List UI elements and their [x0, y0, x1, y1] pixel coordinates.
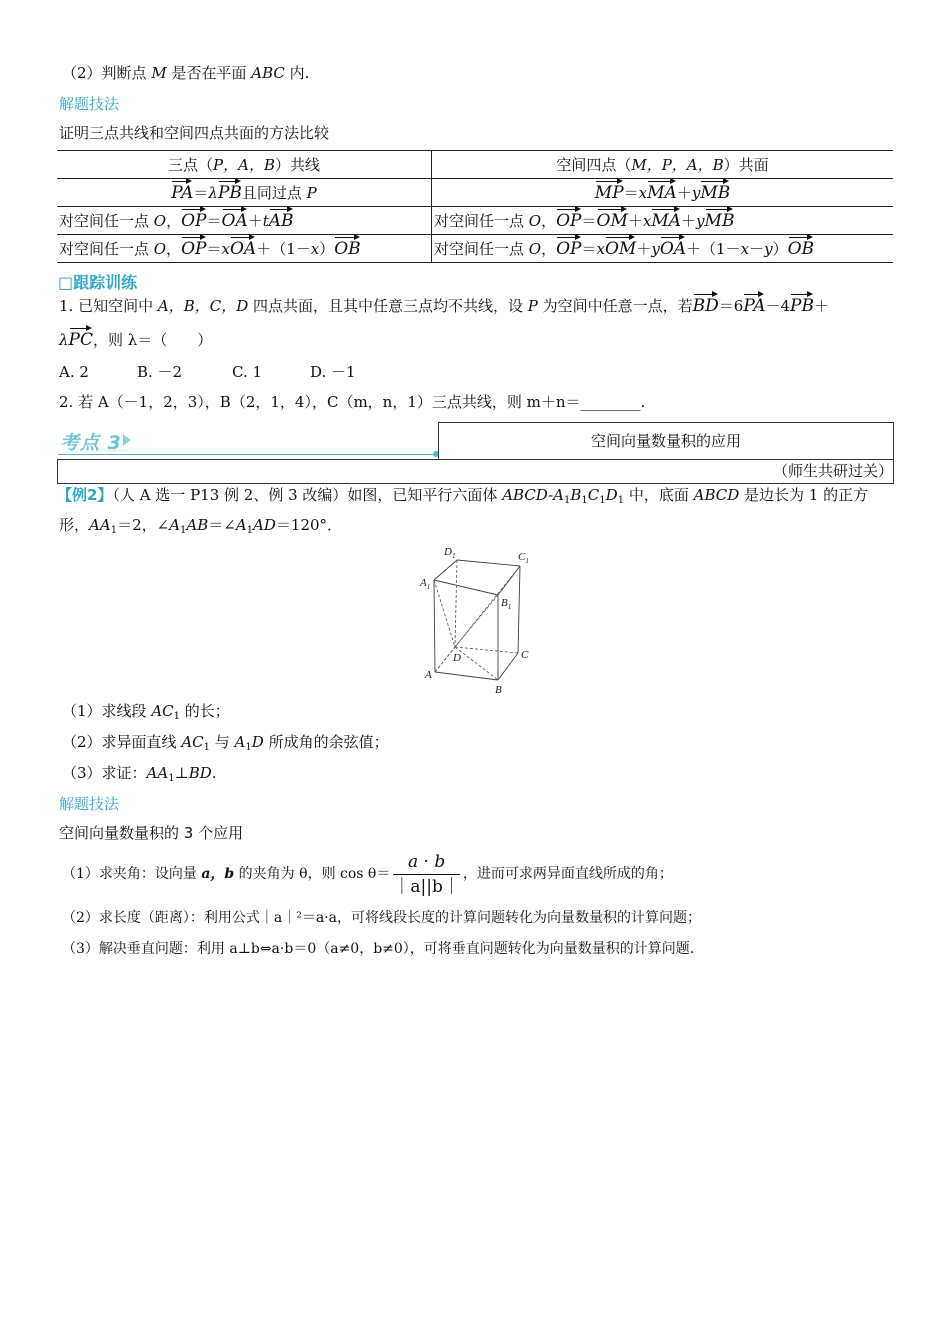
method-label-2: 解题技法: [59, 795, 120, 813]
exercise-2: 2. 若 A（－1，2，3），B（2，1，4），C（m，n，1）三点共线，则 m＋n＝________.: [59, 393, 646, 411]
table-row: 三点（P，A，B）共线 空间四点（M，P，A，B）共面: [57, 151, 893, 179]
edge-cc1: [518, 566, 520, 653]
label-b1: $B_1$: [501, 597, 512, 611]
label-a: A: [425, 669, 432, 681]
question-1: （1）求线段 $AC_1$ 的长；: [62, 702, 230, 722]
option-c: C. 1: [232, 363, 263, 381]
edge-a1d1: [434, 560, 457, 580]
table-row: 对空间任一点 O，OP＝OA＋tAB 对空间任一点 O，OP＝OM＋xMA＋yMB: [57, 207, 893, 235]
option-d: D. －1: [310, 363, 356, 381]
kaodian-label: 考点 3: [60, 432, 122, 454]
diag-ac1: [435, 566, 520, 672]
question-2: （2）求异面直线 $AC_1$ 与 $A_1D$ 所成角的余弦值；: [62, 733, 389, 753]
label-a1: $A_1$: [420, 577, 431, 591]
exercise-1-line-1: 1. 已知空间中 A，B，C，D 四点共面，且其中任意三点均不共线，设 P 为空间中任意一点，若BD＝6PA－4PB＋: [59, 296, 829, 316]
comparison-table: [57, 150, 893, 263]
table-row: 对空间任一点 O，OP＝xOA＋（1－x）OB 对空间任一点 O，OP＝xOM＋yOA＋（1－x－y）OB: [57, 235, 893, 263]
diag-a1d: [434, 580, 455, 647]
application-1: （1）求夹角：设向量 a，b 的夹角为 θ，则 cos θ＝ $\frac{a \cdot b}{|a||b|}$ ，进而可求两异面直线所成的角；: [62, 851, 673, 897]
label-d1: $D_1$: [444, 546, 456, 560]
label-b: B: [495, 684, 502, 696]
application-2: （2）求长度（距离）：利用公式｜a｜²＝a·a，可将线段长度的计算问题转化为向量数量积的计算问题；: [62, 910, 702, 926]
edge-aa1: [434, 580, 435, 672]
apps-title: 空间向量数量积的 3 个应用: [59, 824, 244, 842]
edge-d1c1: [457, 560, 520, 566]
exercise-1-line-2: λPC，则 λ＝（ ）: [59, 330, 213, 350]
cos-fraction: $\frac{a \cdot b}{|a||b|}$: [393, 851, 460, 897]
question-3: （3）求证：$AA_1\perp BD$.: [62, 764, 217, 784]
option-b: B. －2: [137, 363, 183, 381]
kaodian-note-row: [57, 459, 894, 484]
edge-a1b1: [434, 580, 498, 595]
label-c: C: [521, 649, 529, 661]
kaodian-underline: [58, 454, 436, 455]
kaodian-note: （师生共研过关）: [772, 462, 893, 480]
kaodian-arrow-icon: [123, 434, 131, 446]
label-d: D: [453, 652, 461, 664]
table-row: PA＝λPB且同过点 P MP＝xMA＋yMB: [57, 179, 893, 207]
compare-title: 证明三点共线和空间四点共面的方法比较: [59, 124, 330, 142]
method-label: 解题技法: [59, 95, 120, 113]
label-c1: $C_1$: [518, 551, 529, 565]
example-2-line-2: 形，$AA_1=2$，$\angle A_1AB=\angle A_1AD=120^\circ$．: [59, 516, 343, 536]
edge-dc: [455, 647, 518, 653]
example-2-line-1: 【例2】（人 A 选一 P13 例 2、例 3 改编）如图，已知平行六面体 ABCD-$A_1B_1C_1D_1$ 中，底面 ABCD 是边长为 1 的正方: [57, 486, 869, 506]
application-3: （3）解决垂直问题：利用 a⊥b⇔a·b＝0（a≠0，b≠0），可将垂直问题转化为向量数量积的计算问题.: [62, 941, 695, 957]
tracking-title: □跟踪训练: [58, 273, 138, 292]
edge-bc: [498, 653, 518, 680]
option-a: A. 2: [59, 363, 89, 381]
kaodian-title: 空间向量数量积的应用: [438, 422, 894, 460]
diag-db1: [455, 595, 498, 647]
parallelepiped-figure: [410, 540, 540, 700]
question-part-2: （2）判断点 M 是否在平面 ABC 内.: [62, 64, 310, 82]
edge-dd1: [455, 560, 457, 647]
